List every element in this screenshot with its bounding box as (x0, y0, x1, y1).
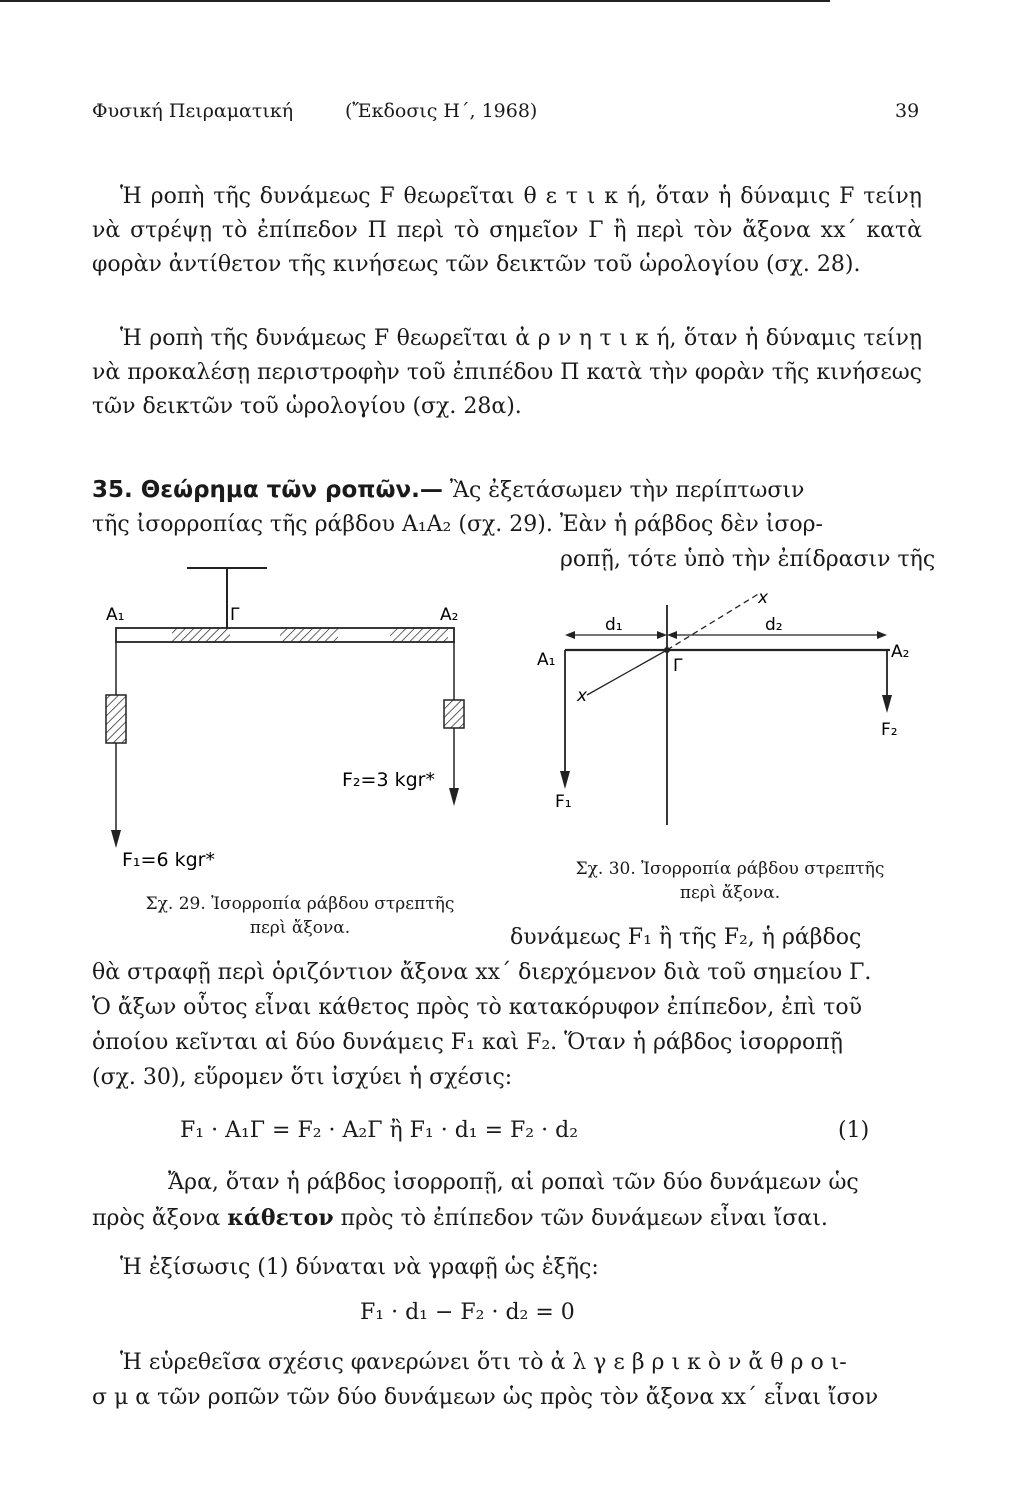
fig29-rod-segment (172, 628, 230, 642)
fig30-label-gamma: Γ (673, 656, 683, 676)
fig30-label-a1: A₁ (537, 650, 556, 670)
fig30-label-x-top: x (758, 588, 769, 608)
section-35-heading: 35. Θεώρημα τῶν ροπῶν.— (92, 477, 443, 503)
equation-1: F₁ · A₁Γ = F₂ · A₂Γ ἢ F₁ · d₁ = F₂ · d₂ (180, 1118, 579, 1143)
final-line1: Ἡ εὑρεθεῖσα σχέσις φανερώνει ὅτι τὸ ἀ λ γ ε β ρ ι κ ὸ ν ἄ θ ρ ο ι- (120, 1350, 847, 1375)
final-line2: σ μ α τῶν ροπῶν τῶν δύο δυνάμεων ὡς πρὸς τὸν ἄξονα xx΄ εἶναι ἴσον (92, 1385, 879, 1410)
fig30-caption-line2: περὶ ἄξονα. (679, 883, 781, 903)
fig29-rod-segment (390, 628, 448, 642)
section-35-line3: ροπῇ, τότε ὑπὸ τὴν ἐπίδρασιν τῆς (560, 547, 936, 572)
fig29-label-f2: F₂=3 kgr* (342, 769, 435, 791)
section-35-line7: ὁποίου κεῖνται αἱ δύο δυνάμεις F₁ καὶ F₂. Ὅταν ἡ ράβδος ἰσορροπῇ (92, 1030, 843, 1055)
running-header-title: Φυσική Πειραματική (92, 100, 294, 122)
fig30-axis-solid (587, 650, 667, 695)
fig29-label-a2: A₂ (440, 605, 459, 625)
fig29-weight-left (106, 695, 126, 743)
fig30-caption-line1: Σχ. 30. Ἰσορροπία ράβδου στρεπτῆς (575, 859, 885, 879)
fig30-label-d2: d₂ (765, 615, 783, 635)
fig30-label-f2: F₂ (881, 720, 898, 740)
fig30-label-f1: F₁ (555, 792, 572, 812)
figure-30 (525, 585, 930, 845)
conclusion-line2 (92, 1205, 828, 1231)
fig29-weight-right (444, 700, 464, 728)
fig30-label-d1: d₁ (605, 615, 623, 635)
section-35-line6: Ὁ ἄξων οὗτος εἶναι κάθετος πρὸς τὸ κατακόρυφον ἐπίπεδον, ἐπὶ τοῦ (92, 995, 862, 1020)
header-rule (0, 0, 830, 2)
figure-29 (92, 560, 492, 890)
section-35-line2: τῆς ἰσορροπίας τῆς ράβδου A₁A₂ (σχ. 29). Ἐὰν ἡ ράβδος δὲν ἰσορ- (92, 512, 823, 537)
fig30-axis-dashed (667, 593, 760, 650)
fig29-label-gamma: Γ (230, 605, 240, 625)
equation-2: F₁ · d₁ − F₂ · d₂ = 0 (360, 1300, 575, 1325)
fig30-label-x-bottom: x (577, 686, 588, 706)
equation-intro: Ἡ ἐξίσωσις (1) δύναται νὰ γραφῇ ὡς ἑξῆς: (120, 1255, 599, 1280)
figure-30-caption (520, 857, 940, 905)
conclusion-keyword-perpendicular: κάθετον (227, 1205, 334, 1231)
running-header-edition: (Ἔκδοσις Η΄, 1968) (345, 100, 538, 122)
equation-1-number: (1) (838, 1118, 870, 1143)
fig29-caption-line2: περὶ ἄξονα. (249, 918, 351, 938)
paragraph-positive-moment: Ἡ ροπὴ τῆς δυνάμεως F θεωρεῖται θ ε τ ι κ ή, ὅταν ἡ δύναμις F τείνῃ νὰ στρέψῃ τὸ ἐπίπεδον Π περὶ τὸ σημεῖον Γ ἢ περὶ τὸν ἄξονα xx΄ κατὰ φορὰν ἀντίθετον τῆς κινήσεως τῶν δεικτῶν τοῦ ὡρολογίου (σχ. 28). (92, 184, 922, 277)
conclusion-line2-a: πρὸς ἄξονα (92, 1206, 221, 1231)
section-35-line1 (92, 477, 804, 503)
fig30-pivot-point (664, 647, 670, 653)
fig29-label-f1: F₁=6 kgr* (122, 849, 215, 871)
figure-29-caption (110, 892, 490, 940)
section-35-line5: θὰ στραφῇ περὶ ὁριζόντιον ἄξονα xx΄ διερχόμενον διὰ τοῦ σημείου Γ. (92, 960, 872, 985)
section-35-line8: (σχ. 30), εὕρομεν ὅτι ἰσχύει ἡ σχέσις: (92, 1065, 513, 1090)
paragraph-negative-moment: Ἡ ροπὴ τῆς δυνάμεως F θεωρεῖται ἀ ρ ν η τ ι κ ή, ὅταν ἡ δύναμις τείνῃ νὰ προκαλέσῃ περιστροφὴν τοῦ ἐπιπέδου Π κατὰ τὴν φορὰν τῆς κινήσεως τῶν δεικτῶν τοῦ ὡρολογίου (σχ. 28α). (92, 326, 922, 419)
page-number: 39 (895, 100, 920, 122)
section-35-line4: δυνάμεως F₁ ἢ τῆς F₂, ἡ ράβδος (510, 925, 862, 950)
conclusion-line1: Ἄρα, ὅταν ἡ ράβδος ἰσορροπῇ, αἱ ροπαὶ τῶν δύο δυνάμεων ὡς (168, 1170, 859, 1195)
fig29-label-a1: A₁ (106, 605, 125, 625)
fig30-label-a2: A₂ (891, 642, 910, 662)
fig29-caption-line1: Σχ. 29. Ἰσορροπία ράβδου στρεπτῆς (145, 894, 455, 914)
section-35-line1-text: Ἂς ἐξετάσωμεν τὴν περίπτωσιν (449, 478, 805, 503)
conclusion-line2-b: πρὸς τὸ ἐπίπεδον τῶν δυνάμεων εἶναι ἴσαι. (340, 1206, 828, 1231)
fig29-rod-segment (280, 628, 338, 642)
